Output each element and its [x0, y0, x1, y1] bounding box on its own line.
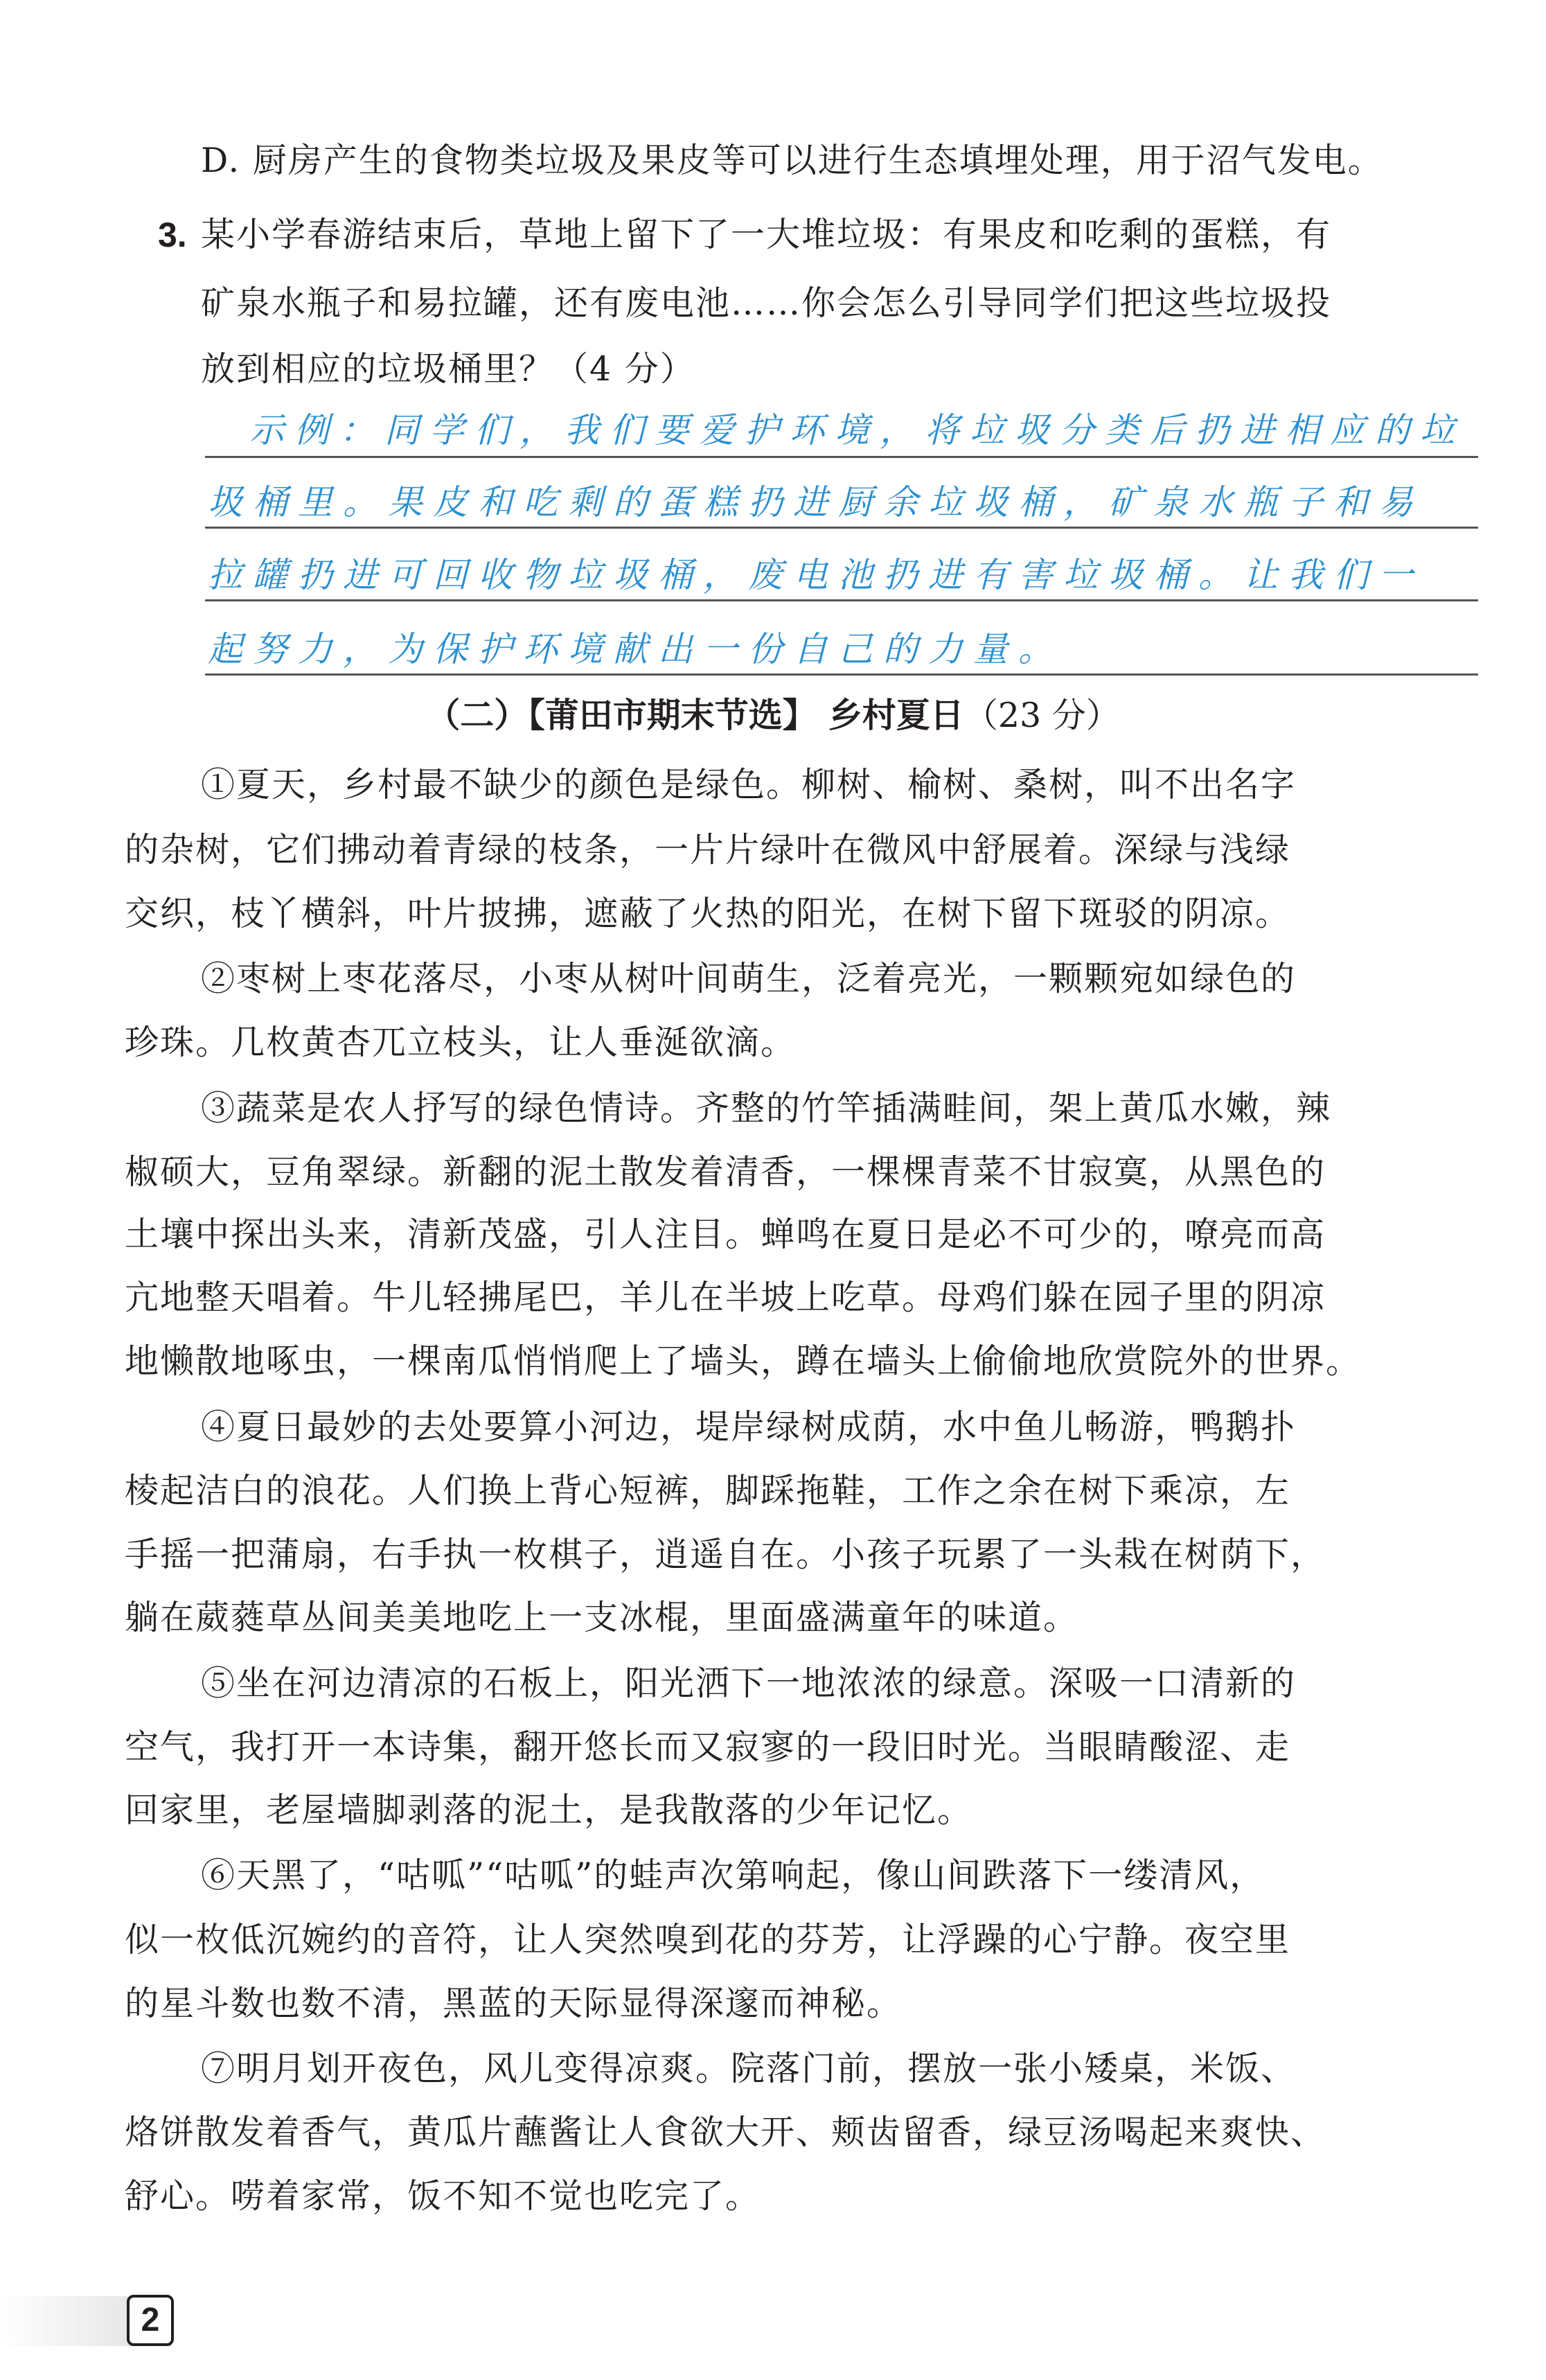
passage-line: ④夏日最妙的去处要算小河边，堤岸绿树成荫，水中鱼儿畅游，鸭鹅扑: [201, 1407, 1297, 1447]
passage-line: ⑥天黑了，“咕呱”“咕呱”的蛙声次第响起，像山间跌落下一缕清风，: [201, 1855, 1265, 1895]
answer-rule: [205, 599, 1478, 601]
passage-line: 亢地整天唱着。牛儿轻拂尾巴，羊儿在半坡上吃草。母鸡们躲在园子里的阴凉: [125, 1278, 1326, 1317]
question-3-line-1: 某小学春游结束后，草地上留下了一大堆垃圾：有果皮和吃剩的蛋糕，有: [201, 215, 1332, 254]
passage-line: 舒心。唠着家常，饭不知不觉也吃完了。: [125, 2176, 761, 2216]
passage-line: ①夏天，乡村最不缺少的颜色是绿色。柳树、榆树、桑树，叫不出名字: [201, 765, 1297, 804]
passage-line: 棱起洁白的浪花。人们换上背心短裤，脚踩拖鞋，工作之余在树下乘凉，左: [125, 1471, 1291, 1510]
question-3-line-3: 放到相应的垃圾桶里？（4 分）: [201, 349, 695, 389]
passage-line: 似一枚低沉婉约的音符，让人突然嗅到花的芬芳，让浮躁的心宁静。夜空里: [125, 1920, 1291, 1959]
passage-line: ⑦明月划开夜色，风儿变得凉爽。院落门前，摆放一张小矮桌，米饭、: [201, 2049, 1297, 2088]
option-d: D. 厨房产生的食物类垃圾及果皮等可以进行生态填埋处理，用于沼气发电。: [201, 141, 1383, 180]
answer-line-4: 起努力，为保护环境献出一份自己的力量。: [208, 629, 1063, 669]
section-heading: [0, 695, 1546, 737]
passage-line: 空气，我打开一本诗集，翻开悠长而又寂寥的一段旧时光。当眼睛酸涩、走: [125, 1727, 1291, 1767]
passage-line: ⑤坐在河边清凉的石板上，阳光洒下一地浓浓的绿意。深吸一口清新的: [201, 1664, 1297, 1703]
question-3-line-2: 矿泉水瓶子和易拉罐，还有废电池……你会怎么引导同学们把这些垃圾投: [201, 283, 1332, 323]
passage-line: 土壤中探出头来，清新茂盛，引人注目。蝉鸣在夏日是必不可少的，嘹亮而高: [125, 1215, 1326, 1254]
answer-line-2: 圾桶里。果皮和吃剩的蛋糕扔进厨余垃圾桶，矿泉水瓶子和易: [208, 482, 1423, 522]
passage-line: 交织，枝丫横斜，叶片披拂，遮蔽了火热的阳光，在树下留下斑驳的阴凉。: [125, 894, 1291, 933]
passage-line: ③蔬菜是农人抒写的绿色情诗。齐整的竹竿插满畦间，架上黄瓜水嫩，辣: [201, 1088, 1332, 1128]
section-score: （23 分）: [963, 696, 1120, 735]
section-title: （二）【莆田市期末节选】 乡村夏日: [426, 696, 964, 735]
passage-line: ②枣树上枣花落尽，小枣从树叶间萌生，泛着亮光，一颗颗宛如绿色的: [201, 959, 1297, 998]
passage-line: 珍珠。几枚黄杏兀立枝头，让人垂涎欲滴。: [125, 1023, 797, 1062]
passage-line: 回家里，老屋墙脚剥落的泥土，是我散落的少年记忆。: [125, 1790, 973, 1830]
passage-line: 的杂树，它们拂动着青绿的枝条，一片片绿叶在微风中舒展着。深绿与浅绿: [125, 830, 1291, 870]
answer-line-3: 拉罐扔进可回收物垃圾桶，废电池扔进有害垃圾桶。让我们一: [208, 555, 1423, 595]
answer-rule: [205, 527, 1478, 529]
question-3-number: 3.: [158, 215, 187, 254]
page-number: 2: [127, 2295, 174, 2346]
passage-line: 手摇一把蒲扇，右手执一枚棋子，逍遥自在。小孩子玩累了一头栽在树荫下，: [125, 1535, 1326, 1574]
passage-line: 烙饼散发着香气，黄瓜片蘸酱让人食欲大开、颊齿留香，绿豆汤喝起来爽快、: [125, 2113, 1326, 2152]
answer-rule: [205, 456, 1478, 458]
answer-line-1: 示例：同学们，我们要爱护环境，将垃圾分类后扔进相应的垃: [249, 410, 1465, 450]
passage-line: 椒硕大，豆角翠绿。新翻的泥土散发着清香，一棵棵青菜不甘寂寞，从黑色的: [125, 1152, 1326, 1192]
answer-rule: [205, 673, 1478, 676]
passage-line: 地懒散地啄虫，一棵南瓜悄悄爬上了墙头，蹲在墙头上偷偷地欣赏院外的世界。: [125, 1341, 1362, 1381]
passage-line: 的星斗数也数不清，黑蓝的天际显得深邃而神秘。: [125, 1984, 903, 2023]
passage-line: 躺在葳蕤草丛间美美地吃上一支冰棍，里面盛满童年的味道。: [125, 1598, 1079, 1637]
